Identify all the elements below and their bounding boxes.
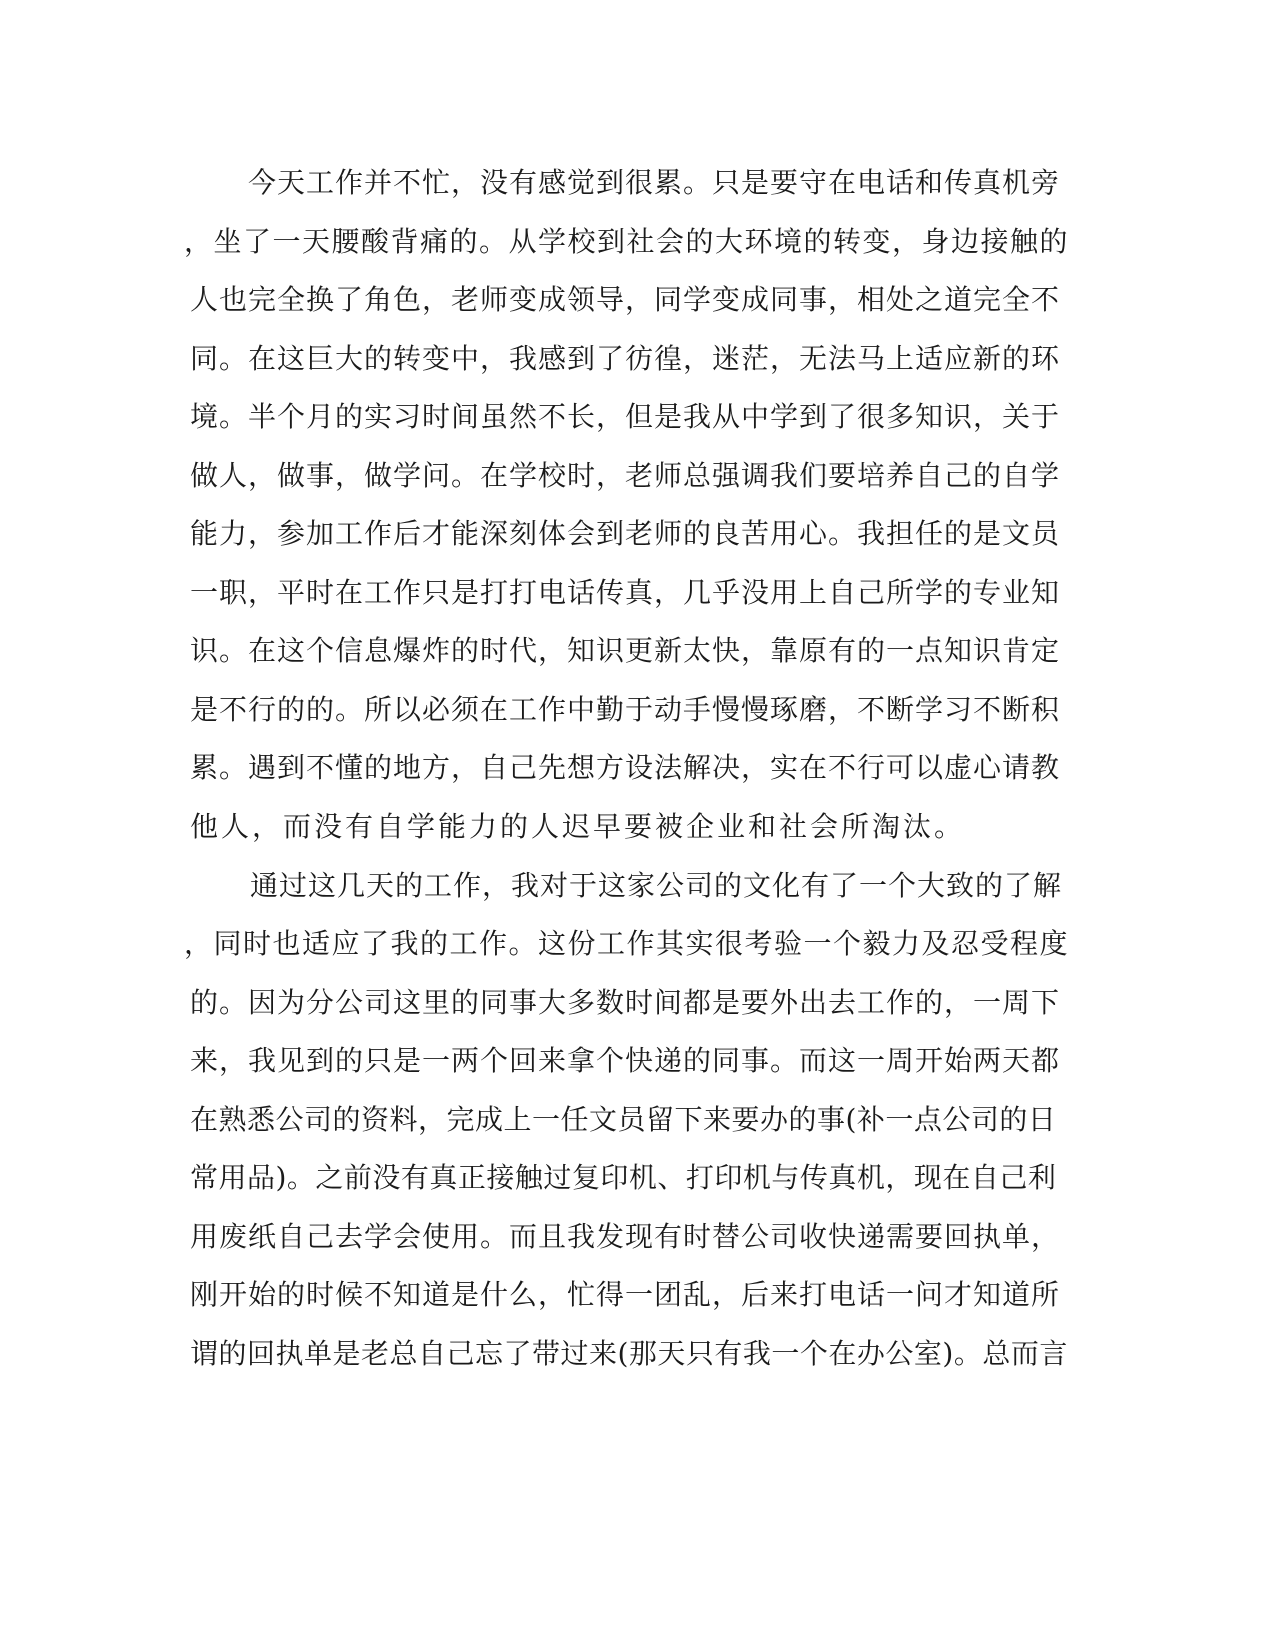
paragraph-line: 常用品)。之前没有真正接触过复印机、打印机与传真机，现在自己利 [190,1161,1057,1194]
paragraph-line: 境。半个月的实习时间虽然不长，但是我从中学到了很多知识，关于 [190,400,1061,433]
paragraph-first-line: 通过这几天的工作，我对于这家公司的文化有了一个大致的了解 [250,869,1063,902]
paragraph-line: 一职，平时在工作只是打打电话传真，几乎没用上自己所学的专业知 [190,576,1061,609]
paragraph-line: 同。在这巨大的转变中，我感到了彷徨，迷茫，无法马上适应新的环 [190,342,1061,375]
paragraph-line: 在熟悉公司的资料，完成上一任文员留下来要办的事(补一点公司的日 [190,1103,1057,1136]
paragraph-line: 做人，做事，做学问。在学校时，老师总强调我们要培养自己的自学 [190,459,1061,492]
paragraph-line: 能力，参加工作后才能深刻体会到老师的良苦用心。我担任的是文员 [190,517,1061,550]
paragraph-line: 他人，而没有自学能力的人迟早要被企业和社会所淘汰。 [190,810,966,843]
paragraph-line: 刚开始的时候不知道是什么，忙得一团乱，后来打电话一问才知道所 [190,1278,1061,1311]
paragraph-first-line: 今天工作并不忙，没有感觉到很累。只是要守在电话和传真机旁 [248,166,1061,199]
paragraph-line: 的。因为分公司这里的同事大多数时间都是要外出去工作的，一周下 [190,986,1061,1019]
paragraph-line: ，同时也适应了我的工作。这份工作其实很考验一个毅力及忍受程度 [184,927,1070,960]
paragraph-line: 谓的回执单是老总自己忘了带过来(那天只有我一个在办公室)。总而言 [190,1337,1068,1370]
paragraph-line: 是不行的的。所以必须在工作中勤于动手慢慢琢磨，不断学习不断积 [190,693,1061,726]
paragraph-line: 识。在这个信息爆炸的时代，知识更新太快，靠原有的一点知识肯定 [190,634,1061,667]
paragraph-line: ，坐了一天腰酸背痛的。从学校到社会的大环境的转变，身边接触的 [184,225,1070,258]
paragraph-line: 来，我见到的只是一两个回来拿个快递的同事。而这一周开始两天都 [190,1044,1061,1077]
paragraph-line: 人也完全换了角色，老师变成领导，同学变成同事，相处之道完全不 [190,283,1061,316]
paragraph-line: 用废纸自己去学会使用。而且我发现有时替公司收快递需要回执单， [190,1220,1061,1253]
paragraph-line: 累。遇到不懂的地方，自己先想方设法解决，实在不行可以虚心请教 [190,751,1061,784]
